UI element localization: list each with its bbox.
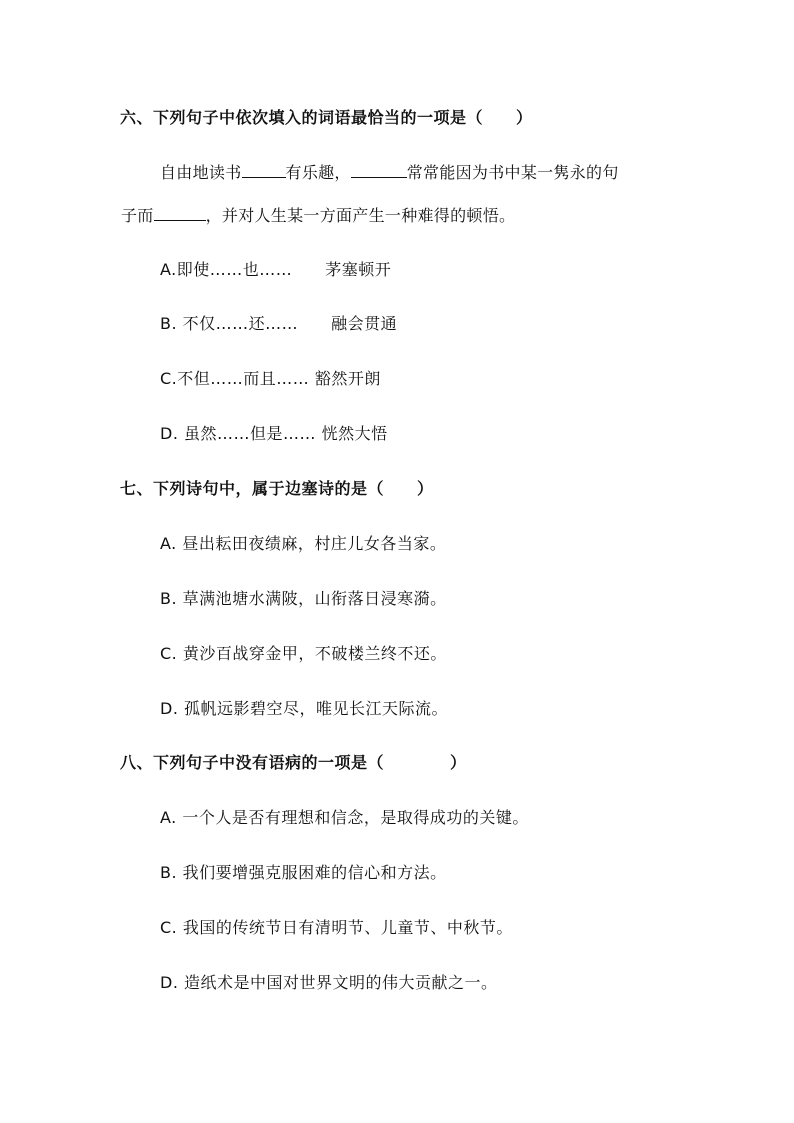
question-7-option-c: C. 黄沙百战穿金甲，不破楼兰终不还。 bbox=[160, 644, 447, 663]
question-7-option-b: B. 草满池塘水满陂，山衔落日浸寒漪。 bbox=[160, 589, 447, 608]
question-6-passage-line-1 bbox=[160, 161, 619, 185]
question-6-option-a: A.即使……也…… 茅塞顿开 bbox=[160, 260, 392, 279]
passage-text: 自由地读书 bbox=[160, 163, 242, 182]
passage-text: 常常能因为书中某一隽永的句 bbox=[406, 163, 619, 182]
question-7-title: 七、下列诗句中，属于边塞诗的是（ ） bbox=[120, 479, 434, 498]
question-6-option-b: B. 不仅……还…… 融会贯通 bbox=[160, 314, 398, 333]
passage-text: 有乐趣， bbox=[285, 163, 351, 182]
question-8-option-b: B. 我们要增强克服困难的信心和方法。 bbox=[160, 863, 447, 882]
question-6-title: 六、下列句子中依次填入的词语最恰当的一项是（ ） bbox=[120, 108, 533, 127]
question-7-option-a: A. 昼出耘田夜绩麻，村庄儿女各当家。 bbox=[160, 534, 447, 553]
question-8-option-a: A. 一个人是否有理想和信念，是取得成功的关键。 bbox=[160, 808, 529, 827]
fill-blank-1 bbox=[242, 161, 286, 178]
question-6-passage-line-2 bbox=[121, 204, 515, 228]
question-8-option-c: C. 我国的传统节日有清明节、儿童节、中秋节。 bbox=[160, 918, 513, 937]
passage-text: 子而 bbox=[121, 206, 154, 225]
question-8-title: 八、下列句子中没有语病的一项是（ ） bbox=[120, 753, 467, 772]
fill-blank-2 bbox=[351, 161, 407, 178]
question-7-option-d: D. 孤帆远影碧空尽，唯见长江天际流。 bbox=[160, 699, 448, 718]
question-6-option-d: D. 虽然……但是…… 恍然大悟 bbox=[160, 424, 388, 443]
passage-text: ，并对人生某一方面产生一种难得的顿悟。 bbox=[205, 206, 516, 225]
fill-blank-3 bbox=[154, 204, 206, 221]
question-8-option-d: D. 造纸术是中国对世界文明的伟大贡献之一。 bbox=[160, 973, 498, 992]
question-6-option-c: C.不但……而且…… 豁然开朗 bbox=[160, 369, 381, 388]
